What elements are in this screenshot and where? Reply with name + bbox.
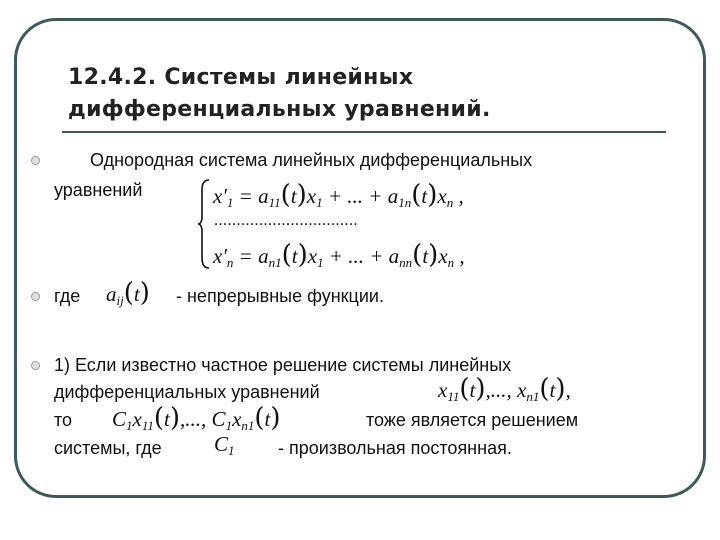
constant-c1: $C_1$	[214, 432, 235, 458]
system-brace	[197, 178, 211, 270]
title-line-2: дифференциальных уравнений.	[68, 97, 491, 122]
bullet-3-line-3-suffix: тоже является решением	[366, 410, 579, 430]
slide-title	[68, 62, 668, 126]
particular-solution: $x_{11}(t)$,..., $x_{n1}(t)$,	[438, 374, 571, 404]
coefficient-aij: $a_{ij}(t)$	[106, 278, 150, 308]
equation-first: $x'_1 = a_{11}(t)x_1$ + ... + $a_{1n}(t)x_n$ ,	[213, 180, 464, 210]
bullet-3-line-4-prefix: системы, где	[54, 438, 162, 458]
title-divider	[62, 131, 666, 133]
title-line-1: 12.4.2. Системы линейных	[68, 65, 414, 90]
bullet-1-marker	[31, 156, 40, 165]
equation-last: $x'_n = a_{n1}(t)x_1$ + ... + $a_{nn}(t)x_n$ ,	[213, 240, 465, 270]
bullet-3-line-2: дифференциальных уравнений	[54, 382, 320, 402]
bullet-3-marker	[31, 361, 40, 370]
bullet-2-prefix: где	[54, 286, 81, 306]
bullet-3-line-1: 1) Если известно частное решение системы линейных	[54, 355, 512, 375]
bullet-2-suffix: - непрерывные функции.	[176, 286, 384, 306]
scaled-solution: $C_1x_{11}(t)$,..., $C_1x_{n1}(t)$	[112, 403, 281, 433]
bullet-1-line-1: Однородная система линейных дифференциальных	[90, 150, 533, 170]
bullet-3-line-4-suffix: - произвольная постоянная.	[278, 438, 512, 458]
bullet-3-line-3-prefix: то	[54, 410, 73, 430]
bullet-2-marker	[31, 292, 40, 301]
equation-dots: ................................	[214, 212, 358, 229]
bullet-1-line-2: уравнений	[54, 180, 143, 200]
